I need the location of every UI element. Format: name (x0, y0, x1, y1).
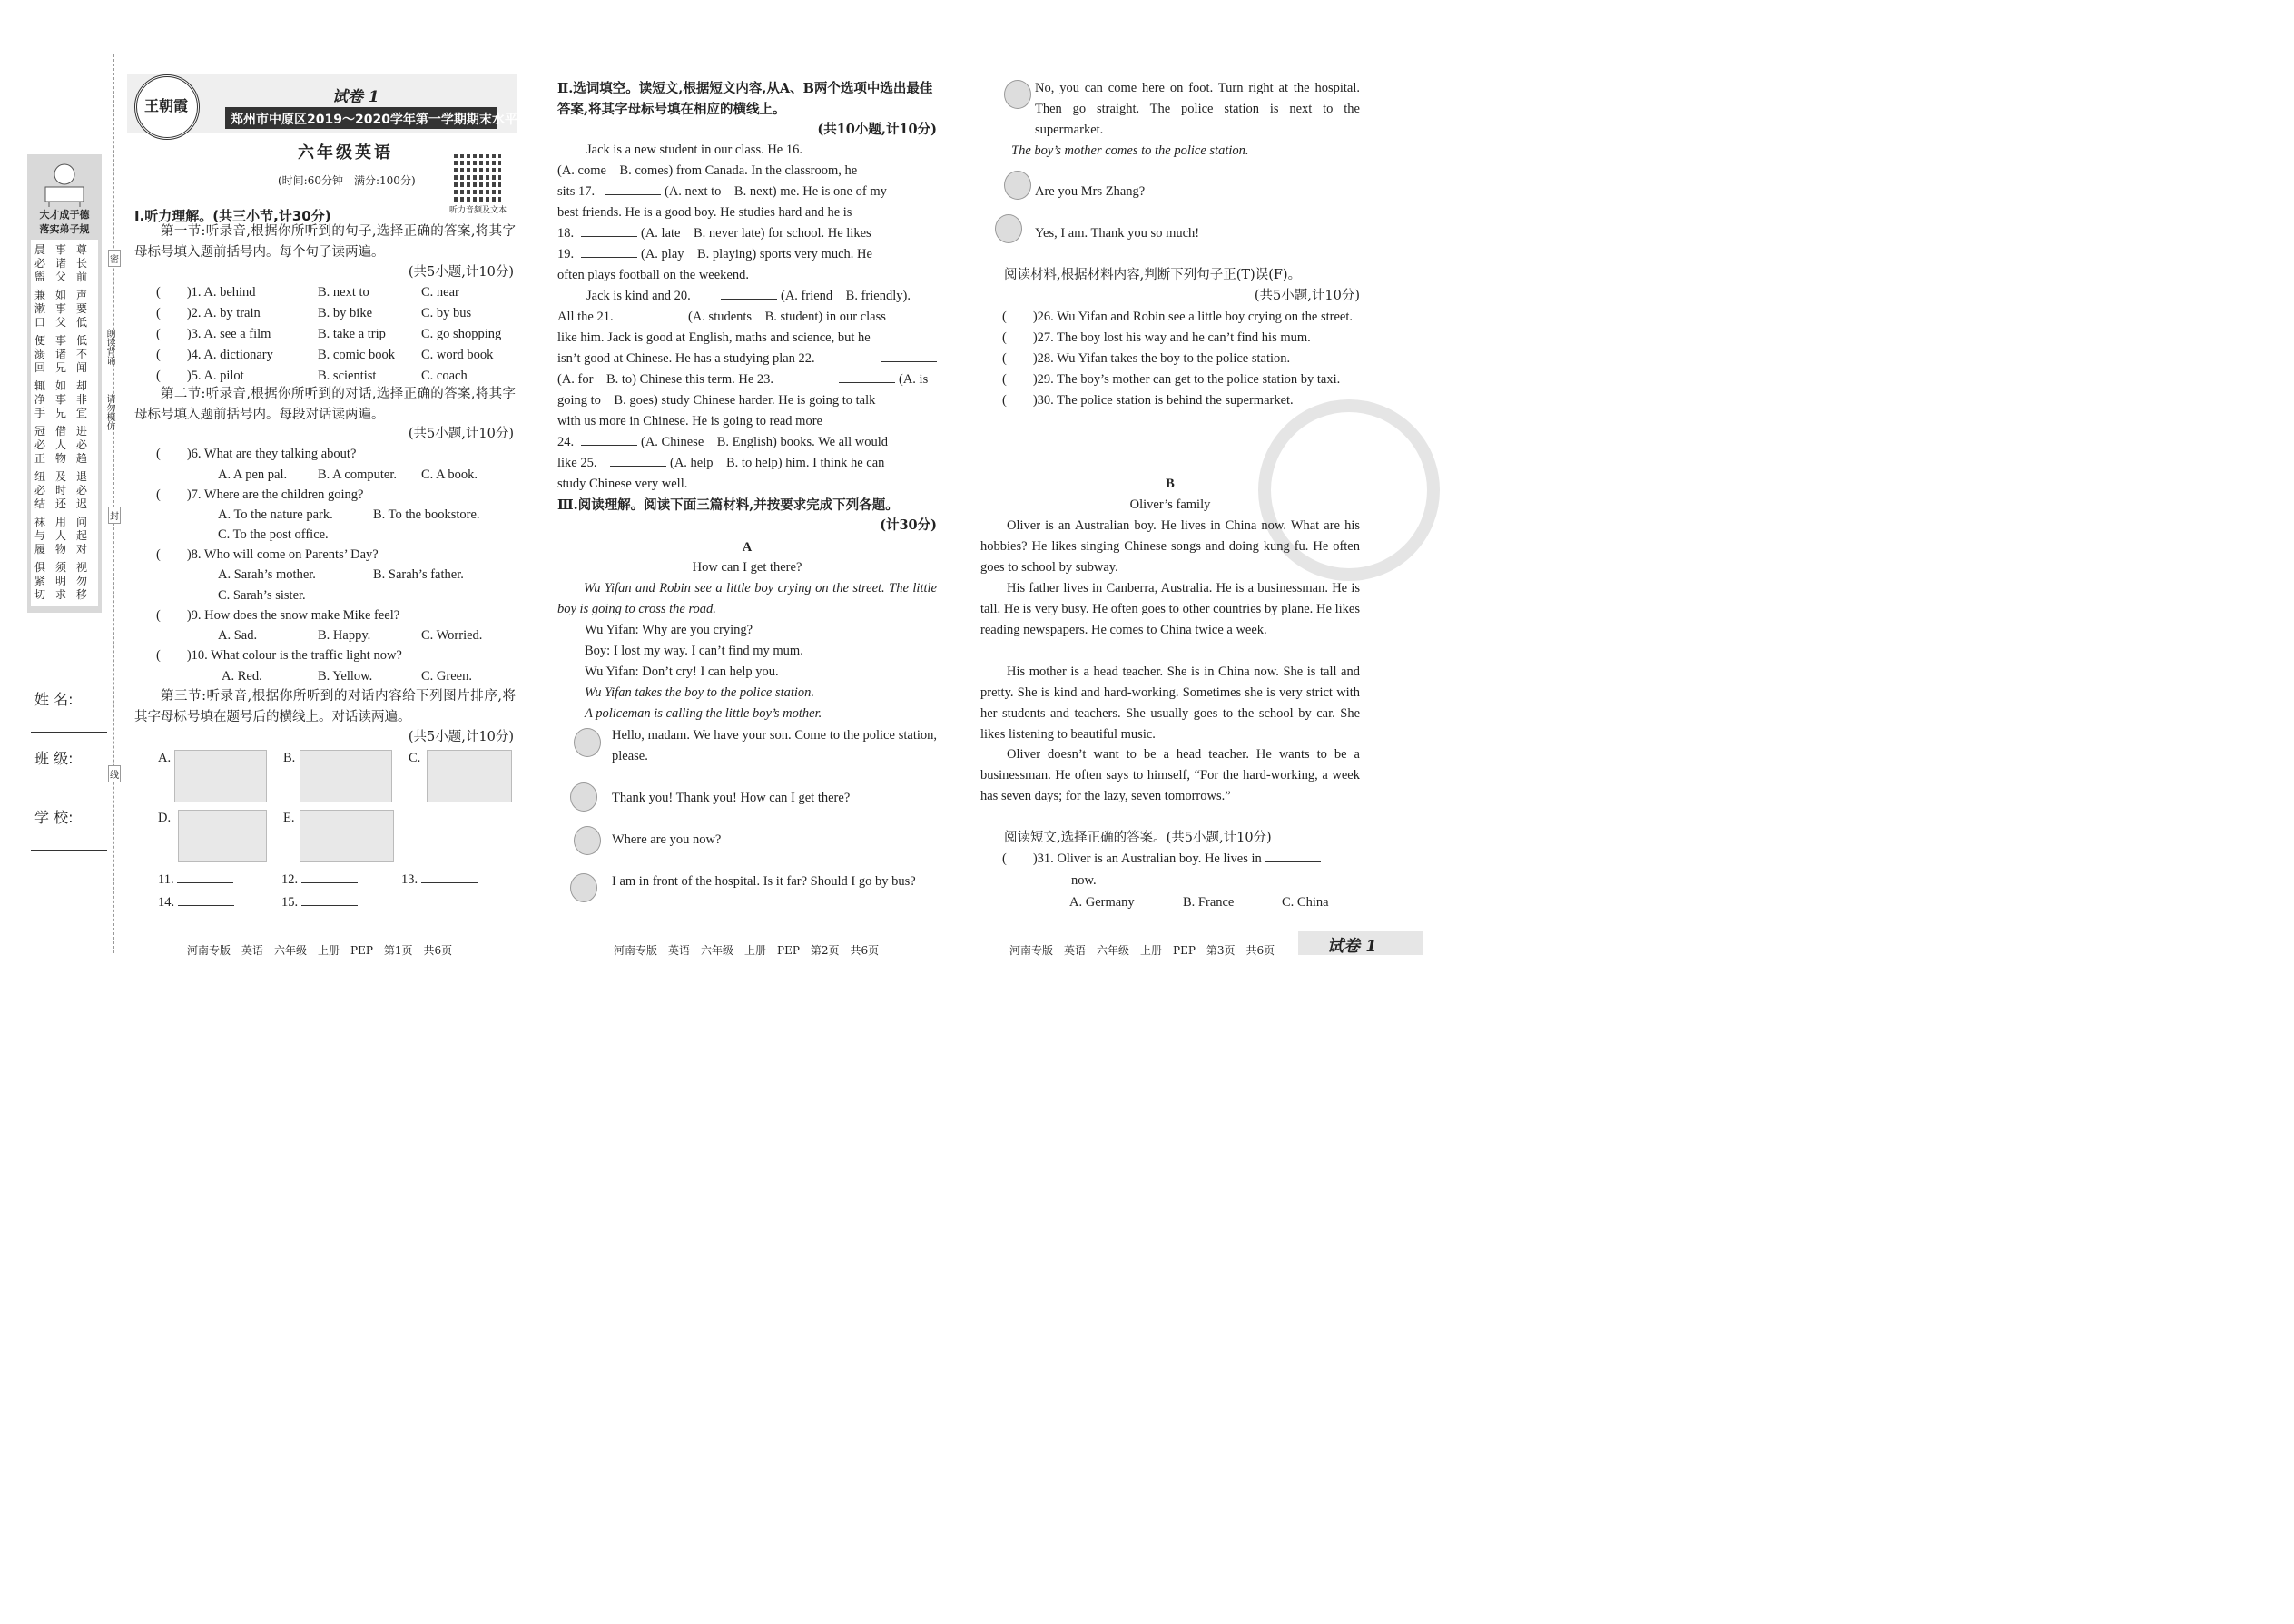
answer-14[interactable]: 14. (158, 892, 234, 913)
verse-cell: 尊长前 (76, 243, 88, 283)
verse-cell: 如事父 (55, 289, 67, 329)
cloze-line: (A. friend B. friendly). (781, 289, 911, 303)
mother-line-2: I am in front of the hospital. Is it far? Should I go by bus? (612, 874, 916, 889)
verse-cell: 兼漱口 (34, 289, 46, 329)
section3-title: Ⅲ.阅读理解。阅读下面三篇材料,并按要求完成下列各题。 (557, 497, 899, 513)
verse-cell: 声要低 (76, 289, 88, 329)
part2-score: (共5小题,计10分) (408, 427, 514, 441)
picture-d-bus (178, 810, 267, 862)
q31 (1002, 849, 1321, 870)
cloze-line: 18. (557, 226, 575, 241)
q7-opt-b[interactable]: B. To the bookstore. (373, 507, 480, 522)
dialogue-1: Wu Yifan: Why are you crying? (585, 623, 753, 637)
pic-label-d: D. (158, 811, 172, 825)
part1-item (156, 324, 519, 345)
pic-label-c: C. (409, 751, 421, 765)
narration-2: A policeman is calling the little boy’s mother. (585, 706, 822, 721)
cloze-line: like him. Jack is good at English, maths and science, but he (557, 330, 871, 345)
passage-a-intro: Wu Yifan and Robin see a little boy crying on the street. The little boy is going to cross the road. (557, 581, 937, 616)
passage-b-para-4: Oliver doesn’t want to be a head teacher. He wants to be a businessman. He often says to himself, “For the hard-working, a week has seven days; for the lazy, seven tomorrows.” (980, 747, 1360, 803)
question-option-a[interactable]: ( )2. A. by train (156, 306, 261, 320)
question-option-b[interactable]: B. scientist (318, 369, 377, 383)
question-option-c[interactable]: C. word book (421, 348, 494, 362)
footer-page-1: 河南专版 英语 六年级 上册 PEP 第1页 共6页 (187, 944, 453, 957)
narration-1: Wu Yifan takes the boy to the police station. (585, 685, 815, 700)
school-label: 学 校: (34, 809, 74, 826)
part1-score: (共5小题,计10分) (408, 265, 514, 280)
seal-mark-2: 封 (108, 507, 121, 524)
q10-opt-b[interactable]: B. Yellow. (318, 669, 373, 684)
cloze-line: Jack is kind and 20. (586, 289, 691, 303)
cloze-line: with us more in Chinese. He is going to read more (557, 414, 822, 428)
footer-page-3: 河南专版 英语 六年级 上册 PEP 第3页 共6页 (1009, 944, 1275, 957)
passage-b-title: Oliver’s family (1129, 497, 1211, 512)
cloze-line: (A. next to B. next) me. He is one of my (665, 184, 887, 199)
question-option-c[interactable]: C. by bus (421, 306, 472, 320)
q8-opt-a[interactable]: A. Sarah’s mother. (218, 567, 316, 582)
q8-opt-c[interactable]: C. Sarah’s sister. (218, 588, 306, 603)
cloze-line: often plays football on the weekend. (557, 268, 749, 282)
verse-cell: 及时还 (55, 470, 67, 510)
policeman-line-4: Are you Mrs Zhang? (1035, 184, 1146, 199)
part3-instructions: 第三节:听录音,根据你所听到的对话内容给下列图片排序,将其字母标号填在题号后的横线上。对话读两遍。 (134, 689, 516, 724)
mother-avatar (570, 873, 597, 902)
vertical-note-1: 朗读背诵 (104, 329, 114, 365)
passage-b-para-1: Oliver is an Australian boy. He lives in China now. What are his hobbies? He likes singing Chinese songs and doing kung fu. He often goes to school by subway. (980, 518, 1360, 575)
verse-cell: 辄净手 (34, 379, 46, 419)
vertical-note-2: 请勿模仿 (104, 394, 114, 430)
blank-23[interactable] (839, 369, 895, 383)
seal-mark-3: 线 (108, 765, 121, 782)
school-field[interactable] (31, 850, 107, 851)
cloze-line: (A. late B. never late) for school. He likes (641, 226, 871, 241)
q9: ( )9. How does the snow make Mike feel? (156, 608, 400, 623)
q8-opt-b[interactable]: B. Sarah’s father. (373, 567, 464, 582)
corner-badge: 试卷 1 (1327, 937, 1377, 956)
part1-item (156, 282, 519, 303)
policeman-line-1: Hello, madam. We have your son. Come to the police station, please. (612, 728, 937, 763)
blank-24[interactable] (581, 432, 637, 446)
verse-cell: 冠必正 (34, 425, 46, 465)
blank-17[interactable] (605, 182, 661, 195)
narration-3: The boy’s mother comes to the police station. (1011, 143, 1249, 158)
tf-item: ( )29. The boy’s mother can get to the police station by taxi. (1002, 372, 1341, 387)
blank-25[interactable] (610, 453, 666, 467)
section3-score: (计30分) (880, 517, 937, 533)
cloze-line: study Chinese very well. (557, 477, 688, 491)
cloze-line: sits 17. (557, 184, 596, 199)
dialogue-3: Wu Yifan: Don’t cry! I can help you. (585, 664, 779, 679)
q7-opt-c[interactable]: C. To the post office. (218, 527, 329, 542)
part1-list (156, 282, 519, 387)
q6-opt-c[interactable]: C. A book. (421, 468, 478, 482)
verse-cell: 晨必盥 (34, 243, 46, 283)
series-label: 试卷 1 (332, 88, 379, 106)
part2-instructions: 第二节:听录音,根据你所听到的对话,选择正确的答案,将其字母标号填入题前括号内。每段对话读两遍。 (134, 387, 516, 422)
passage-a-label: A (742, 540, 753, 555)
seal-mark-1: 密 (108, 250, 121, 267)
cloze-passage (557, 140, 939, 495)
picture-c-group (427, 750, 512, 802)
policeman-avatar (574, 728, 601, 757)
time-score: (时间:60分钟 满分:100分) (278, 174, 416, 187)
tf-item: ( )27. The boy lost his way and he can’t find his mum. (1002, 330, 1311, 345)
answer-11[interactable]: 11. (158, 870, 233, 891)
dialogue-2: Boy: I lost my way. I can’t find my mum. (585, 644, 803, 658)
cloze-line: best friends. He is a good boy. He studies hard and he is (557, 205, 852, 220)
qr-caption: 听力音频及文本 (449, 206, 507, 215)
verse-cell: 纽必结 (34, 470, 46, 510)
subject-title: 六年级英语 (298, 143, 393, 162)
verse-cell: 进必趋 (76, 425, 88, 465)
q10-opt-a[interactable]: A. Red. (222, 669, 262, 684)
pic-label-a: A. (158, 751, 172, 765)
part1-item (156, 345, 519, 366)
exam-title: 郑州市中原区2019～2020学年第一学期期末水平测试 (231, 113, 543, 127)
section2-score: (共10小题,计10分) (817, 122, 937, 137)
verse-cell: 事诸兄 (55, 334, 67, 374)
q7-opt-a[interactable]: A. To the nature park. (218, 507, 333, 522)
picture-a-taxi (174, 750, 267, 802)
question-option-b[interactable]: B. by bike (318, 306, 373, 320)
cloze-line: Jack is a new student in our class. He 16. (586, 143, 802, 157)
passage-a-title: How can I get there? (692, 560, 802, 575)
tf-item: ( )26. Wu Yifan and Robin see a little boy crying on the street. (1002, 310, 1353, 324)
blank-31[interactable] (1265, 849, 1321, 862)
part1-instructions: 第一节:听录音,根据你所听到的句子,选择正确的答案,将其字母标号填入题前括号内。每个句子读两遍。 (134, 224, 516, 260)
logo-text: 王朝霞 (143, 97, 188, 114)
cloze-line: isn’t good at Chinese. He has a studying plan 22. (557, 351, 815, 366)
cloze-line: 24. (557, 435, 575, 449)
policeman-avatar (1004, 80, 1031, 109)
policeman-avatar (574, 826, 601, 855)
q10: ( )10. What colour is the traffic light now? (156, 648, 402, 663)
q31-text: ( )31. Oliver is an Australian boy. He lives in (1002, 851, 1262, 866)
mc-instructions: 阅读短文,选择正确的答案。(共5小题,计10分) (1004, 831, 1272, 845)
cloze-line: All the 21. (557, 310, 614, 324)
cloze-line: (A. come B. comes) from Canada. In the classroom, he (557, 163, 858, 178)
q31-opt-c[interactable]: C. China (1282, 895, 1329, 910)
mother-line-1: Thank you! Thank you! How can I get there? (612, 791, 851, 805)
q8: ( )8. Who will come on Parents’ Day? (156, 547, 379, 562)
q9-opt-c[interactable]: C. Worried. (421, 628, 483, 643)
section2-title: Ⅱ.选词填空。读短文,根据短文内容,从A、B两个选项中选出最佳答案,将其字母标号填在相应的横线上。 (557, 81, 933, 117)
question-option-c[interactable]: C. go shopping (421, 327, 502, 341)
scholar-illustration (40, 162, 89, 207)
mother-avatar (995, 214, 1022, 243)
verse-cell: 视勿移 (76, 561, 88, 601)
answer-15[interactable]: 15. (281, 892, 358, 913)
picture-e-crossing (300, 810, 394, 862)
cloze-line: (A. help B. to help) him. I think he can (670, 456, 885, 470)
q10-opt-c[interactable]: C. Green. (421, 669, 472, 684)
tf-item: ( )30. The police station is behind the supermarket. (1002, 393, 1294, 408)
cloze-line: (A. is (899, 372, 929, 387)
question-option-a[interactable]: ( )4. A. dictionary (156, 348, 273, 362)
policeman-avatar (1004, 171, 1031, 200)
tf-instructions: 阅读材料,根据材料内容,判断下列句子正(T)误(F)。 (1004, 268, 1302, 282)
policeman-line-2: Where are you now? (612, 832, 722, 847)
mother-avatar (570, 782, 597, 812)
verse-cell: 借人物 (55, 425, 67, 465)
verse-cell: 却非宜 (76, 379, 88, 419)
passage-b-label: B (1166, 477, 1175, 491)
blank-21[interactable] (628, 307, 684, 320)
part1-item (156, 303, 519, 324)
answer-12[interactable]: 12. (281, 870, 358, 891)
class-label: 班 级: (34, 750, 74, 767)
binding-line (113, 54, 114, 953)
part3-score: (共5小题,计10分) (408, 730, 514, 744)
verse-cell: 袜与履 (34, 516, 46, 556)
picture-b-people (300, 750, 392, 802)
question-option-b[interactable]: B. take a trip (318, 327, 386, 341)
q6-opt-a[interactable]: A. A pen pal. (218, 468, 288, 482)
verse-cell: 如事兄 (55, 379, 67, 419)
verse-cell: 事诸父 (55, 243, 67, 283)
q7: ( )7. Where are the children going? (156, 487, 364, 502)
verse-cell: 用人物 (55, 516, 67, 556)
passage-b-para-2: His father lives in Canberra, Australia. He is a businessman. He is tall. He is very busy. He often goes to other countries by plane. He likes reading newspapers. He comes to China twice a week. (980, 581, 1360, 637)
verse-cell: 须明求 (55, 561, 67, 601)
answer-13[interactable]: 13. (401, 870, 478, 891)
question-option-c[interactable]: C. near (421, 285, 459, 300)
q31-opt-a[interactable]: A. Germany (1069, 895, 1135, 910)
cloze-line: (A. students B. student) in our class (688, 310, 886, 324)
question-option-c[interactable]: C. coach (421, 369, 468, 383)
mother-line-3: Yes, I am. Thank you so much! (1035, 226, 1200, 241)
cloze-line: 19. (557, 247, 575, 261)
tf-list (1002, 307, 1362, 411)
blank-19[interactable] (581, 244, 637, 258)
blank-22[interactable] (881, 349, 937, 362)
name-field[interactable] (31, 732, 107, 733)
tf-item: ( )28. Wu Yifan takes the boy to the police station. (1002, 351, 1291, 366)
question-option-a[interactable]: ( )5. A. pilot (156, 369, 244, 383)
verse-cell: 俱紧切 (34, 561, 46, 601)
blank-20[interactable] (721, 286, 777, 300)
pic-label-b: B. (283, 751, 296, 765)
verse-cell: 便溺回 (34, 334, 46, 374)
cloze-line: (A. play B. playing) sports very much. He (641, 247, 872, 261)
cloze-line: going to B. goes) study Chinese harder. He is going to talk (557, 393, 876, 408)
q6: ( )6. What are they talking about? (156, 447, 357, 461)
question-option-a[interactable]: ( )3. A. see a film (156, 327, 271, 341)
q9-opt-a[interactable]: A. Sad. (218, 628, 258, 643)
question-option-b[interactable]: B. next to (318, 285, 369, 300)
verse-cell: 问起对 (76, 516, 88, 556)
verse-cell: 低不闻 (76, 334, 88, 374)
blank-18[interactable] (581, 223, 637, 237)
q9-opt-b[interactable]: B. Happy. (318, 628, 371, 643)
pic-label-e: E. (283, 811, 295, 825)
cloze-line: (A. for B. to) Chinese this term. He 23. (557, 372, 774, 387)
section1-title: Ⅰ.听力理解。(共三小节,计30分) (134, 208, 331, 224)
q31-opt-b[interactable]: B. France (1183, 895, 1235, 910)
footer-page-2: 河南专版 英语 六年级 上册 PEP 第2页 共6页 (614, 944, 880, 957)
question-option-b[interactable]: B. comic book (318, 348, 395, 362)
policeman-line-3: No, you can come here on foot. Turn right at the hospital. Then go straight. The police station is next to the supermarket. (1035, 81, 1360, 137)
q6-opt-b[interactable]: B. A computer. (318, 468, 397, 482)
verse-cell: 退必迟 (76, 470, 88, 510)
cloze-line: (A. Chinese B. English) books. We all would (641, 435, 889, 449)
passage-b-para-3: His mother is a head teacher. She is in China now. She is tall and pretty. She is kind and hard-working. Sometimes she is very strict with her students and teachers. She usually goes to the school by car. She likes listening to beautiful music. (980, 664, 1360, 742)
tf-score: (共5小题,计10分) (1254, 289, 1360, 303)
question-option-a[interactable]: ( )1. A. behind (156, 285, 256, 300)
blank-16[interactable] (881, 140, 937, 153)
q31-tail: now. (1071, 873, 1097, 888)
cloze-line: like 25. (557, 456, 597, 470)
name-label: 姓 名: (34, 691, 74, 708)
motto-bottom: 落实弟子规 (39, 223, 90, 235)
motto-top: 大才成于德 (39, 209, 90, 221)
